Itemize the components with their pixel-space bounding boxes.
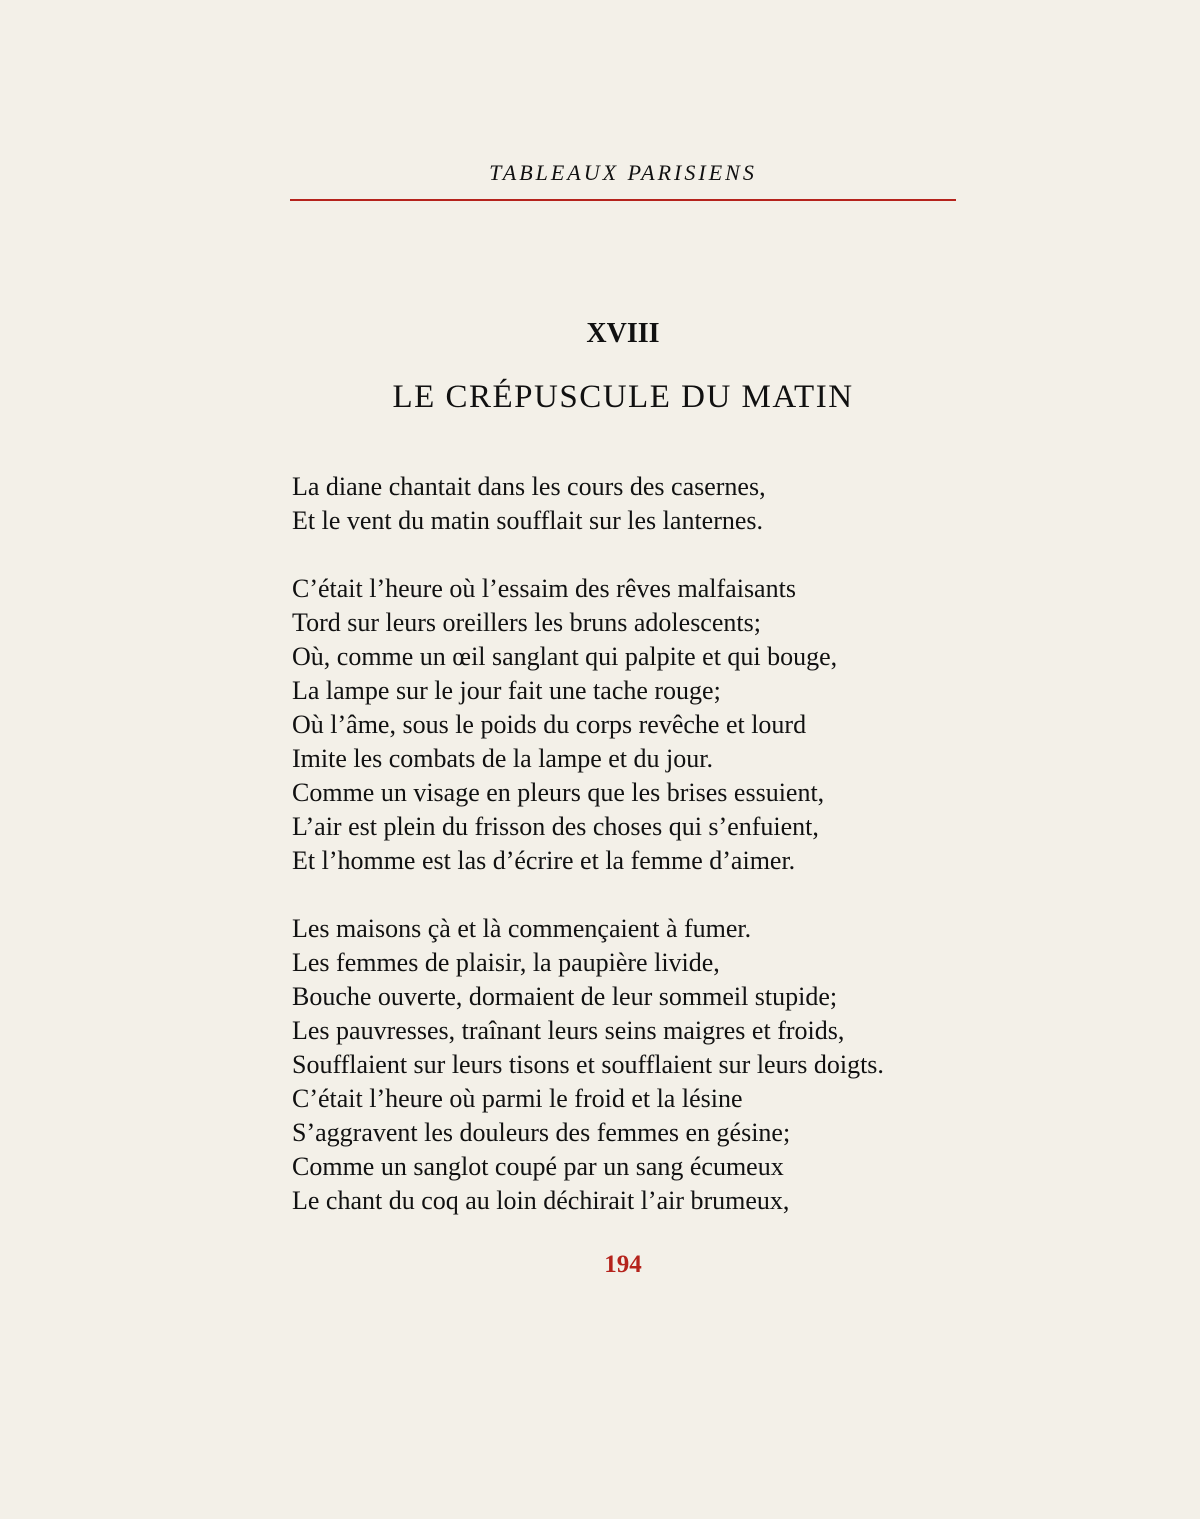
verse-line: Imite les combats de la lampe et du jour. — [292, 744, 713, 773]
header-rule — [290, 199, 956, 201]
verse-line: Comme un visage en pleurs que les brises essuient, — [292, 778, 825, 807]
verse-line: Tord sur leurs oreillers les bruns adolescents; — [292, 608, 761, 637]
verse-line: L’air est plein du frisson des choses qui s’enfuient, — [292, 812, 819, 841]
verse-line: Bouche ouverte, dormaient de leur sommeil stupide; — [292, 982, 838, 1011]
stanza — [292, 470, 992, 538]
poem-body — [292, 470, 992, 1252]
poem-number: XVIII — [586, 318, 660, 349]
verse-line: Les maisons çà et là commençaient à fumer. — [292, 914, 752, 943]
stanza — [292, 572, 992, 878]
verse-line: C’était l’heure où l’essaim des rêves malfaisants — [292, 574, 796, 603]
verse-line: Et le vent du matin soufflait sur les lanternes. — [292, 506, 764, 535]
verse-line: S’aggravent les douleurs des femmes en gésine; — [292, 1118, 791, 1147]
stanza — [292, 912, 992, 1218]
verse-line: C’était l’heure où parmi le froid et la lésine — [292, 1084, 743, 1113]
running-head: TABLEAUX PARISIENS — [489, 160, 757, 185]
verse-line: La lampe sur le jour fait une tache rouge; — [292, 676, 721, 705]
verse-line: Le chant du coq au loin déchirait l’air brumeux, — [292, 1186, 790, 1215]
verse-line: Où, comme un œil sanglant qui palpite et qui bouge, — [292, 642, 838, 671]
poem-title: LE CRÉPUSCULE DU MATIN — [392, 379, 854, 415]
verse-line: Et l’homme est las d’écrire et la femme d’aimer. — [292, 846, 796, 875]
verse-line: Où l’âme, sous le poids du corps revêche et lourd — [292, 710, 807, 739]
verse-line: Comme un sanglot coupé par un sang écumeux — [292, 1152, 784, 1181]
verse-line: Les femmes de plaisir, la paupière livide, — [292, 948, 720, 977]
page-number: 194 — [604, 1251, 642, 1278]
verse-line: Soufflaient sur leurs tisons et soufflaient sur leurs doigts. — [292, 1050, 884, 1079]
verse-line: Les pauvresses, traînant leurs seins maigres et froids, — [292, 1016, 845, 1045]
verse-line: La diane chantait dans les cours des casernes, — [292, 472, 766, 501]
